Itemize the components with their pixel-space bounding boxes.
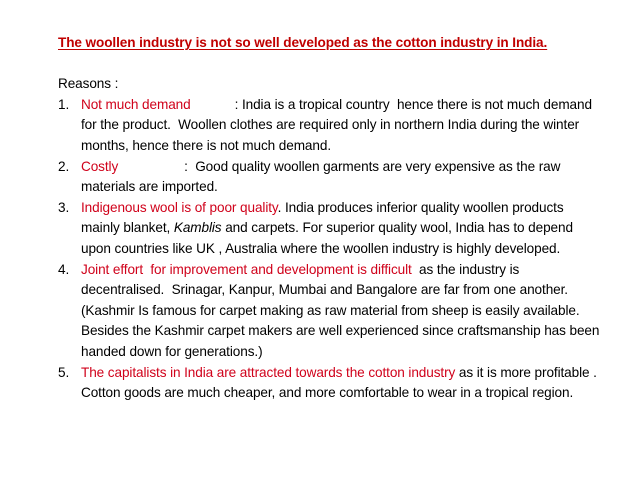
reason-separator: : bbox=[184, 158, 196, 174]
reason-body: India is a tropical country hence there is not much demand for the product. Woollen clothes are required only in northern India during the winter months, hence there is not much demand. bbox=[81, 96, 596, 153]
reason-number: 5. bbox=[58, 364, 70, 380]
reason-separator: : bbox=[234, 96, 242, 112]
reason-heading: The capitalists in India are attracted towards the cotton industry bbox=[81, 364, 456, 380]
reasons-list bbox=[58, 95, 603, 404]
reason-body: as the industry is decentralised. Srinagar, Kanpur, Mumbai and Bangalore are far from one another.(Kashmir Is famous for carpet making as raw material from sheep is easily available. Besides the Kashmir carpet makers are well experienced since craftsmanship has been handed down for generations.) bbox=[81, 261, 604, 359]
reason-heading: Costly bbox=[81, 158, 119, 174]
slide-title: The woollen industry is not so well developed as the cotton industry in India. bbox=[58, 35, 548, 50]
reason-body: and carpets. For superior quality wool, India has to depend upon countries like UK , Australia where the woollen industry is highly developed. bbox=[81, 220, 577, 256]
reason-number: 4. bbox=[58, 261, 70, 277]
reason-item-4 bbox=[58, 260, 603, 363]
reason-heading: Not much demand bbox=[81, 96, 191, 112]
reason-item-1 bbox=[58, 95, 603, 157]
reason-body-italic: Kamblis bbox=[173, 220, 222, 236]
slide-content bbox=[58, 33, 603, 404]
reason-number: 3. bbox=[58, 199, 70, 215]
reason-body: as it is more profitable . Cotton goods are much cheaper, and more comfortable to wear in a tropical region. bbox=[81, 364, 601, 401]
reason-item-5 bbox=[58, 363, 603, 404]
reason-heading: Joint effort for improvement and development is difficult bbox=[81, 261, 412, 277]
reason-number: 1. bbox=[58, 96, 70, 112]
reason-heading: Indigenous wool is of poor quality bbox=[81, 199, 278, 215]
reason-item-2 bbox=[58, 157, 603, 198]
reason-item-3 bbox=[58, 198, 603, 260]
blank-line bbox=[58, 54, 603, 75]
reasons-label: Reasons : bbox=[58, 76, 119, 92]
reason-body: Good quality woollen garments are very expensive as the raw materials are imported. bbox=[81, 158, 564, 195]
reason-number: 2. bbox=[58, 158, 70, 174]
reason-body: . India produces inferior quality woollen products mainly blanket, bbox=[81, 199, 568, 236]
